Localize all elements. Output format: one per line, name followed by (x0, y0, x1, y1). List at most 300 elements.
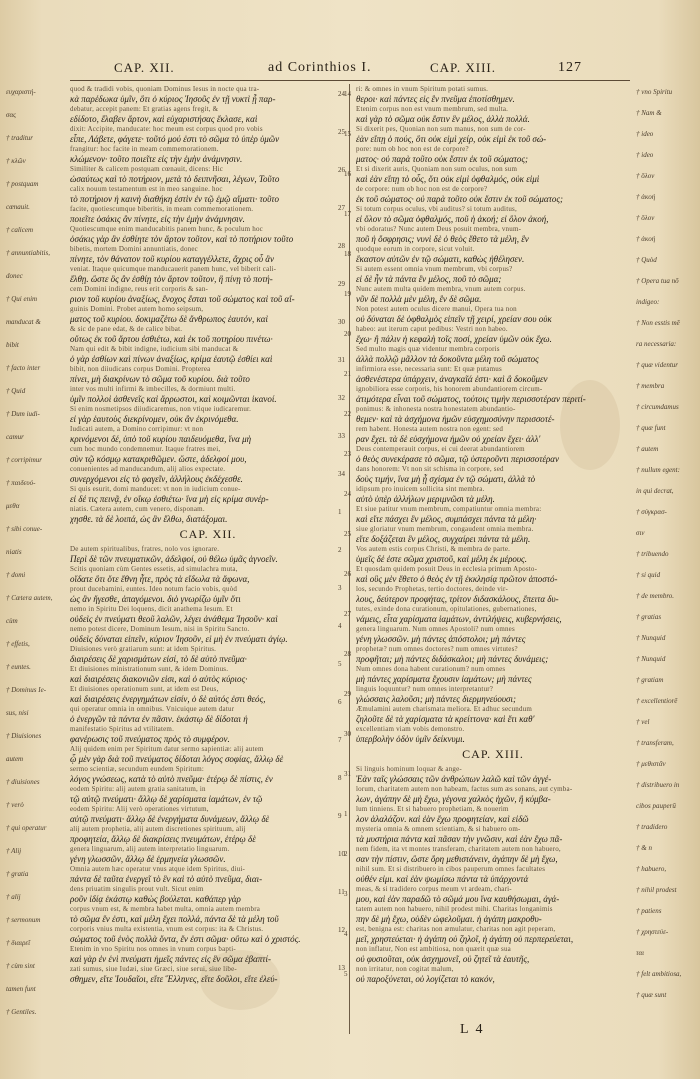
verse-number: 20 (344, 330, 351, 338)
margin-note: † annuntiabitis, (6, 249, 50, 257)
verse-number: 30 (338, 318, 345, 326)
latin-text-line: corporis vnius multa existentia, vnum est corpus: ita & Christus. (70, 925, 264, 933)
latin-text-line: sermo scientiæ, secundum eundem Spiritum: (70, 765, 204, 773)
greek-text-line: καὶ γὰρ τὸ σῶμα οὐκ ἔστιν ἓν μέλος, ἀλλὰ πολλά. (356, 114, 530, 124)
latin-text-line: Æmulamini autem charismata meliora. Et adhuc secundum (356, 705, 533, 713)
latin-text-line: infirmiora esse, necessaria sunt: Et quæ putamus (356, 365, 502, 373)
latin-text-line: tatem autem non habuero, nihil prodest mihi. Charitas longanimis (356, 905, 553, 913)
verse-number: 1 (338, 508, 342, 516)
verse-number: 18 (344, 250, 351, 258)
greek-text-line: ροῦν ἰδίᾳ ἑκάστῳ καθὼς βούλεται. καθάπερ γὰρ (70, 894, 241, 904)
margin-note: † de membro. (636, 592, 675, 600)
greek-text-line: ὑμῖν πολλοὶ ἀσθενεῖς καὶ ἄρρωστοι, καὶ κοιμῶνται ἱκανοί. (70, 394, 277, 404)
verse-number: 26 (344, 570, 351, 578)
latin-text-line: Si totum corpus oculus, vbi auditus? si totum auditus, (356, 205, 517, 213)
greek-text-line: εἰ ὅλον τὸ σῶμα ὀφθαλμός, ποῦ ἡ ἀκοή; εἰ ὅλον ἀκοή, (356, 214, 549, 224)
verse-number: 22 (344, 410, 351, 418)
latin-text-line: non irritatur, non cogitat malum, (356, 965, 454, 973)
latin-text-line: prophetæ? num omnes doctores? num omnes virtutes? (356, 645, 518, 653)
margin-note: † postquam (6, 180, 39, 188)
latin-text-line: qui operatur omnia in omnibus. Vnicuique autem datur (70, 705, 235, 713)
margin-note: † gratiam (636, 676, 664, 684)
margin-note: † Nam & (636, 109, 662, 117)
margin-note: † sermonum (6, 916, 41, 924)
signature-mark: L 4 (460, 1022, 485, 1037)
margin-note: † ἀκοή (636, 235, 656, 243)
verse-number: 32 (338, 394, 345, 402)
margin-note: † ὅλον (636, 214, 655, 222)
margin-note: † traditur (6, 134, 34, 142)
margin-note: cùm (6, 617, 18, 625)
margin-note: † calicem (6, 226, 34, 234)
greek-text-line: εἰ γὰρ ἑαυτοὺς διεκρίνομεν, οὐκ ἂν ἐκρινόμεθα. (70, 414, 239, 424)
verse-number: 12 (338, 926, 345, 934)
greek-text-line: ᾧ μὲν γὰρ διὰ τοῦ πνεύματος δίδοται λόγος σοφίας, ἄλλῳ δὲ (70, 754, 284, 764)
margin-note: ται (636, 949, 645, 957)
verse-number: 5 (338, 660, 342, 668)
latin-text-line: inter vos multi infirmi & imbecilles, & dormiunt multi. (70, 385, 236, 393)
margin-note: † vel (636, 718, 650, 726)
latin-text-line: Si linguis hominum loquar & ange- (356, 765, 462, 773)
latin-text-line: zati sumus, siue Iudæi, siue Græci, siue serui, siue libe- (70, 965, 237, 973)
verse-number: 3 (338, 584, 342, 592)
latin-text-line: debatur, accepit panem: Et gratias agens fregit, & (70, 105, 219, 113)
verse-number: 27 (344, 610, 351, 618)
verse-number: 28 (344, 650, 351, 658)
greek-text-line: μὴ πάντες χαρίσματα ἔχουσιν ἰαμάτων; μὴ πάντες (356, 674, 532, 684)
margin-note: † excellentiorē (636, 697, 678, 705)
latin-text-line: Deus contemperauit corpus, ei cui deerat abundantiorem (356, 445, 525, 453)
margin-note: † vno Spiritu (636, 88, 673, 96)
greek-text-line: λους, δεύτερον προφήτας, τρίτον διδασκάλους, ἔπειτα δυ- (356, 594, 559, 604)
greek-text-line: οὐθέν εἰμι. καὶ ἐὰν ψωμίσω πάντα τὰ ὑπάρχοντά (356, 874, 529, 884)
verse-number: 8 (338, 774, 342, 782)
verse-number: 27 (338, 204, 345, 212)
margin-note: † sibi conue- (6, 525, 43, 533)
latin-text-line: Omnia autem hæc operatur vnus atque idem Spiritus, diui- (70, 865, 246, 873)
greek-text-line: μου, καὶ ἐὰν παραδῶ τὸ σῶμά μου ἵνα καυθήσωμαι, ἀγά- (356, 894, 560, 904)
latin-text-line: Iudicati autem, a Domino corripimur: vt non (70, 425, 204, 433)
margin-note: manducat & (6, 318, 41, 326)
header-rule (70, 80, 630, 81)
latin-text-line: niatis. Cætera autem, cum venero, disponam. (70, 505, 205, 513)
greek-text-line: ἀσθενέστερα ὑπάρχειν, ἀναγκαῖά ἐστι· καὶ ἃ δοκοῦμεν (356, 374, 548, 384)
right-text-column (356, 84, 630, 1042)
verse-number: 4 (338, 622, 342, 630)
left-margin-notes (6, 84, 68, 1042)
greek-text-line: ἀτιμότερα εἶναι τοῦ σώματος, τούτοις τιμὴν περισσοτέραν περιτί- (356, 394, 586, 404)
greek-text-line: φανέρωσις τοῦ πνεύματος πρὸς τὸ συμφέρον. (70, 734, 230, 744)
greek-text-line: ὡσαύτως καὶ τὸ ποτήριον, μετὰ τὸ δειπνῆσαι, λέγων, Τοῦτο (70, 174, 280, 184)
latin-text-line: ignobiliora esse corporis, his honorem abundantiorem circum- (356, 385, 543, 393)
greek-text-line: γένη γλωσσῶν. μὴ πάντες ἀπόστολοι; μὴ πάντες (356, 634, 526, 644)
margin-note: † tribuendo (636, 550, 669, 558)
verse-number: 25 (344, 530, 351, 538)
greek-text-line: ραν ἔχει. τὰ δὲ εὐσχήμονα ἡμῶν οὐ χρείαν ἔχει· ἀλλ' (356, 434, 541, 444)
latin-text-line: alij autem prophetia, alij autem discretiones spirituum, alij (70, 825, 246, 833)
latin-text-line: manifestatio Spiritus ad vtilitatem. (70, 725, 175, 733)
latin-text-line: eodem Spiritu: Alij verò operationes virtutum, (70, 805, 209, 813)
latin-text-line: Alij quidem enim per Spiritum datur sermo sapientiæ: alij autem (70, 745, 264, 753)
margin-note: μεθα (6, 502, 20, 510)
greek-text-line: ὁ θεὸς συνεκέρασε τὸ σῶμα, τῷ ὑστεροῦντι περισσοτέραν (356, 454, 560, 464)
greek-text-line: ματος τοῦ κυρίου. δοκιμαζέτω δὲ ἄνθρωπος ἑαυτόν, καὶ (70, 314, 268, 324)
running-header (70, 60, 630, 82)
margin-note: † quæ sunt (636, 991, 667, 999)
greek-text-line: ἐὰν εἴπῃ ὁ πούς, ὅτι οὐκ εἰμὶ χείρ, οὐκ εἰμὶ ἐκ τοῦ σώ- (356, 134, 547, 144)
page-number: 127 (558, 60, 582, 75)
greek-text-line: ὁ γὰρ ἐσθίων καὶ πίνων ἀναξίως, κρίμα ἑαυτῷ ἐσθίει καὶ (70, 354, 273, 364)
greek-text-line: πάντα δὲ ταῦτα ἐνεργεῖ τὸ ἓν καὶ τὸ αὐτὸ πνεῦμα, διαι- (70, 874, 263, 884)
margin-note: † σύγκρασ- (636, 508, 667, 516)
latin-text-line: est, benigna est: charitas non æmulatur, charitas non agit peperam, (356, 925, 556, 933)
greek-text-line: ματος· οὐ παρὰ τοῦτο οὐκ ἔστιν ἐκ τοῦ σώματος; (356, 154, 529, 164)
latin-text-line: non inflatur, Non est ambitiosa, non quærit quæ sua (356, 945, 511, 953)
latin-text-line: tutes, exinde dona curationum, opitulationes, gubernationes, (356, 605, 537, 613)
margin-note: bibit (6, 341, 19, 349)
margin-note: † μεθιστᾶν (636, 760, 666, 768)
greek-text-line: ἔλθῃ. ὥστε ὃς ἂν ἐσθίῃ τὸν ἄρτον τοῦτον, ἢ πίνῃ τὸ ποτή- (70, 274, 273, 284)
margin-note: † nihil prodest (636, 886, 677, 894)
greek-text-line: Περὶ δὲ τῶν πνευματικῶν, ἀδελφοί, οὐ θέλω ὑμᾶς ἀγνοεῖν. (70, 554, 278, 564)
margin-note: indigeo: (636, 298, 660, 306)
greek-text-line: διαιρέσεις δὲ χαρισμάτων εἰσί, τὸ δὲ αὐτὸ πνεῦμα· (70, 654, 247, 664)
margin-note: † Qui enim (6, 295, 38, 303)
greek-text-line: ἐκ τοῦ σώματος· οὐ παρὰ τοῦτο οὐκ ἔστιν ἐκ τοῦ σώματος; (356, 194, 563, 204)
latin-text-line: habeo: aut iterum caput pedibus: Vestri non habeo. (356, 325, 508, 333)
verse-number: 9 (338, 812, 342, 820)
latin-text-line: pore: num ob hoc non est de corpore? (356, 145, 469, 153)
latin-text-line: Si enim nosmetipsos diiudicaremus, non vtique iudicaremur. (70, 405, 252, 413)
greek-text-line: κρινόμενοι δέ, ὑπὸ τοῦ κυρίου παιδευόμεθα, ἵνα μὴ (70, 434, 252, 444)
latin-text-line: excellentiam viam vobis demonstro. (356, 725, 465, 733)
greek-text-line: καὶ διαιρέσεις διακονιῶν εἰσι, καὶ ὁ αὐτὸς κύριος· (70, 674, 248, 684)
greek-text-line: οὐδεὶς δύναται εἰπεῖν, κύριον Ἰησοῦν, εἰ μὴ ἐν πνεύματι ἁγίῳ. (70, 634, 288, 644)
margin-note: † gratias (636, 613, 662, 621)
margin-note: autem (6, 755, 24, 763)
margin-note: † facto inter (6, 364, 41, 372)
margin-note: σιν (636, 529, 645, 537)
latin-text-line: rem habent. Honesta autem nostra non egent: sed (356, 425, 504, 433)
greek-text-line: λόγος γνώσεως, κατὰ τὸ αὐτὸ πνεῦμα· ἑτέρῳ δὲ πίστις, ἐν (70, 774, 273, 784)
greek-text-line: γένη γλωσσῶν, ἄλλῳ δὲ ἑρμηνεία γλωσσῶν. (70, 854, 226, 864)
margin-note: † gratia (6, 870, 29, 878)
greek-text-line: προφητεία, ἄλλῳ δὲ διακρίσεις πνευμάτων, ἑτέρῳ δὲ (70, 834, 256, 844)
greek-text-line: σαν τὴν πίστιν, ὥστε ὄρη μεθιστάνειν, ἀγάπην δὲ μὴ ἔχω, (356, 854, 558, 864)
verse-number: 31 (344, 770, 351, 778)
latin-text-line: idipsum pro inuicem sollicita sint membra. (356, 485, 485, 493)
margin-note: † Cætera autem, (6, 594, 53, 602)
latin-text-line: Et siue patitur vnum membrum, compatiuntur omnia membra: (356, 505, 542, 513)
latin-text-line: cum hoc mundo condemnemur. Itaque fratres mei, (70, 445, 221, 453)
greek-text-line: γλώσσαις λαλοῦσι; μὴ πάντες διερμηνεύουσι; (356, 694, 516, 704)
margin-note: ευχαριστή- (6, 88, 36, 96)
greek-text-line: ριον τοῦ κυρίου ἀναξίως, ἔνοχος ἔσται τοῦ σώματος καὶ τοῦ αἵ- (70, 294, 295, 304)
greek-text-line: πίνητε, τὸν θάνατον τοῦ κυρίου καταγγέλλετε, ἄχρις οὗ ἂν (70, 254, 275, 264)
margin-note: † tradidero (636, 823, 668, 831)
margin-note: † Dum iudi- (6, 410, 40, 418)
margin-note: † quæ videntur (636, 361, 678, 369)
latin-text-line: frangitur: hoc facite in meam commemorationem. (70, 145, 219, 153)
right-margin-notes (636, 84, 698, 1042)
verse-number: 24 (344, 490, 351, 498)
latin-text-line: quod & tradidi vobis, quoniam Dominus Iesus in nocte qua tra- (70, 85, 260, 93)
verse-number: 17 (344, 210, 351, 218)
margin-note: † habuero, (636, 865, 667, 873)
header-left-chapter: CAP. XII. (114, 60, 175, 75)
greek-text-line: κλώμενον· τοῦτο ποιεῖτε εἰς τὴν ἐμὴν ἀνάμνησιν. (70, 154, 243, 164)
latin-text-line: linguis loquuntur? num omnes interpretantur? (356, 685, 494, 693)
margin-note: tamen funt (6, 985, 36, 993)
margin-note: donec (6, 272, 23, 280)
latin-text-line: los, secundo Prophetas, tertio doctores, deinde vir- (356, 585, 508, 593)
margin-note: † ideo (636, 130, 654, 138)
margin-note: † Nunquid (636, 634, 666, 642)
greek-text-line: ποιεῖτε ὁσάκις ἂν πίνητε, εἰς τὴν ἐμὴν ἀνάμνησιν. (70, 214, 245, 224)
margin-note: † transferam, (636, 739, 674, 747)
verse-number: 21 (344, 370, 351, 378)
verse-number: 26 (338, 166, 345, 174)
margin-note: † domi (6, 571, 26, 579)
verse-number: 16 (344, 170, 351, 178)
left-text-column (70, 84, 346, 1042)
latin-text-line: vbi odoratus? Nunc autem Deus posuit membra, vnum- (356, 225, 522, 233)
greek-text-line: νάμεις, εἶτα χαρίσματα ἰαμάτων, ἀντιλήψεις, κυβερνήσεις, (356, 614, 562, 624)
margin-note: † membra (636, 382, 665, 390)
latin-text-line: bibit, non diiudicans corpus Domini. Propterea (70, 365, 211, 373)
margin-note: camur (6, 433, 24, 441)
latin-text-line: Et si dixerit auris, Quoniam non sum oculus, non sum (356, 165, 518, 173)
margin-note: niatis (6, 548, 22, 556)
greek-text-line: Ἐὰν ταῖς γλώσσαις τῶν ἀνθρώπων λαλῶ καὶ τῶν ἀγγέ- (356, 774, 552, 784)
chapter-heading-xiii: CAP. XIII. (462, 747, 524, 761)
greek-text-line: οὐ δύναται δὲ ὀφθαλμὸς εἰπεῖν τῇ χειρί, χρείαν σου οὐκ (356, 314, 552, 324)
margin-note: † si quid (636, 571, 661, 579)
margin-note: † Alij (6, 847, 22, 855)
margin-note: † Non esstis mē (636, 319, 680, 327)
latin-text-line: Num omnes dona habent curationum? num omnes (356, 665, 506, 673)
greek-text-line: ὡς ἂν ἤγεσθε, ἀπαγόμενοι. διὸ γνωρίζω ὑμῖν ὅτι (70, 594, 241, 604)
greek-text-line: δοὺς τιμήν, ἵνα μὴ ᾖ σχίσμα ἐν τῷ σώματι, ἀλλὰ τὸ (356, 474, 536, 484)
latin-text-line: quodque eorum in corpore, sicut voluit. (356, 245, 475, 253)
margin-note: † qui operatur (6, 824, 47, 832)
latin-text-line: & sic de pane edat, & de calice bibat. (70, 325, 183, 333)
greek-text-line: οὐ παροξύνεται, οὐ λογίζεται τὸ κακόν, (356, 974, 495, 984)
verse-number: 34 (338, 470, 345, 478)
latin-text-line: Et quosdam quidem posuit Deus in ecclesia primum Aposto- (356, 565, 538, 573)
verse-number: 7 (338, 736, 342, 744)
latin-text-line: Nam qui edit & bibit indigne, iudicium sibi manducat & (70, 345, 239, 353)
latin-text-line: genera linguarum. Num omnes Apostoli? num omnes (356, 625, 515, 633)
greek-text-line: καὶ διαιρέσεις ἐνεργημάτων εἰσίν, ὁ δὲ αὐτός ἐστι θεός, (70, 694, 266, 704)
margin-note: † felt ambitiosa, (636, 970, 682, 978)
margin-note: cibos pauperū (636, 802, 676, 810)
greek-text-line: μεῖ, χρηστεύεται· ἡ ἀγάπη οὐ ζηλοῖ, ἡ ἀγάπη οὐ περπερεύεται, (356, 934, 574, 944)
greek-text-line: καὶ ἐὰν εἴπῃ τὸ οὖς, ὅτι οὐκ εἰμὶ ὀφθαλμός, οὐκ εἰμὶ (356, 174, 540, 184)
margin-note: ra necessaria: (636, 340, 677, 348)
latin-text-line: Scitis quoniam cùm Gentes essetis, ad simulachra muta, (70, 565, 238, 573)
greek-text-line: ὁ ἐνεργῶν τὰ πάντα ἐν πᾶσιν. ἑκάστῳ δὲ δίδοται ἡ (70, 714, 248, 724)
margin-note: † Quòd (636, 256, 657, 264)
greek-text-line: ζηλοῦτε δὲ τὰ χαρίσματα τὰ κρείττονα· καὶ ἔτι καθ' (356, 714, 535, 724)
greek-text-line: εἰ δέ τις πεινᾷ, ἐν οἴκῳ ἐσθιέτω· ἵνα μὴ εἰς κρίμα συνέρ- (70, 494, 269, 504)
margin-note: † autem (636, 445, 659, 453)
greek-text-line: τὸ ποτήριον ἡ καινὴ διαθήκη ἐστὶν ἐν τῷ ἐμῷ αἵματι· τοῦτο (70, 194, 280, 204)
verse-number: 1 (344, 810, 348, 818)
greek-text-line: εἴτε δοξάζεται ἓν μέλος, συγχαίρει πάντα τὰ μέλη. (356, 534, 531, 544)
greek-text-line: οὕτως ἐκ τοῦ ἄρτου ἐσθιέτω, καὶ ἐκ τοῦ ποτηρίου πινέτω· (70, 334, 273, 344)
greek-text-line: ὑμεῖς δέ ἐστε σῶμα χριστοῦ, καὶ μέλη ἐκ μέρους. (356, 554, 527, 564)
greek-text-line: εἰ δὲ ἦν τὰ πάντα ἓν μέλος, ποῦ τὸ σῶμα; (356, 274, 502, 284)
margin-note: † Gentiles. (6, 1008, 37, 1016)
latin-text-line: Si dixerit pes, Quonian non sum manus, non sum de cor- (356, 125, 526, 133)
latin-text-line: prout ducebamini, euntes. Ideo notum facio vobis, quòd (70, 585, 238, 593)
greek-text-line: ἔχω· ἢ πάλιν ἡ κεφαλὴ τοῖς ποσί, χρείαν ὑμῶν οὐκ ἔχω. (356, 334, 552, 344)
margin-note: † Diuisiones (6, 732, 42, 740)
greek-text-line: προφῆται; μὴ πάντες διδάσκαλοι; μὴ πάντες δυνάμεις; (356, 654, 549, 664)
verse-number: 4 (344, 930, 348, 938)
greek-text-line: τὰ μυστήρια πάντα καὶ πᾶσαν τὴν γνῶσιν, καὶ ἐὰν ἔχω πᾶ- (356, 834, 563, 844)
verse-number: 33 (338, 432, 345, 440)
latin-text-line: Et diuisiones operationum sunt, at idem est Deus, (70, 685, 219, 693)
latin-text-line: nemo in Spiritu Dei loquens, dicit anathema Iesum. Et (70, 605, 233, 613)
latin-text-line: cem Domini indigne, reus erit corporis & san- (70, 285, 209, 293)
latin-text-line: Similiter & calicem postquam cœnauit, dicens: Hic (70, 165, 224, 173)
latin-text-line: Non potest autem oculus dicere manui, Opera tua non (356, 305, 517, 313)
verse-number: 13 (338, 964, 345, 972)
margin-note: † alij (6, 893, 21, 901)
latin-text-line: conuenientes ad manducandum, alij alios expectate. (70, 465, 226, 473)
verse-number: 25 (338, 128, 345, 136)
verse-number: 23 (344, 450, 351, 458)
verse-number: 24 (338, 90, 345, 98)
greek-text-line: αὐτῷ πνεύματι· ἄλλῳ δὲ ἐνεργήματα δυνάμεων, ἄλλῳ δὲ (70, 814, 270, 824)
latin-text-line: calix nouum testamentum est in meo sanguine. hoc (70, 185, 223, 193)
greek-text-line: πην δὲ μὴ ἔχω, οὐδὲν ὠφελοῦμαι. ἡ ἀγάπη μακροθυ- (356, 914, 542, 924)
greek-text-line: συνερχόμενοι εἰς τὸ φαγεῖν, ἀλλήλους ἐκδέχεσθε. (70, 474, 243, 484)
greek-text-line: εἶπε, Λάβετε, φάγετε· τοῦτό μού ἐστι τὸ σῶμα τὸ ὑπὲρ ὑμῶν (70, 134, 280, 144)
latin-text-line: Et diuisiones ministrationum sunt, & idem Dominus. (70, 665, 229, 673)
verse-number: 11 (338, 888, 345, 896)
greek-text-line: ποῦ ἡ ὄσφρησις; νυνὶ δὲ ὁ θεὸς ἔθετο τὰ μέλη, ἓν (356, 234, 529, 244)
margin-note: † & n (636, 844, 652, 852)
margin-note: † χρηστεύε- (636, 928, 669, 936)
margin-note: † verò (6, 801, 24, 809)
greek-text-line: σὺν τῷ κόσμῳ κατακριθῶμεν. ὥστε, ἀδελφοί μου, (70, 454, 247, 464)
latin-text-line: Etenim corpus non est vnum membrum, sed multa. (356, 105, 509, 113)
greek-text-line: σθημεν, εἴτε Ἰουδαῖοι, εἴτε Ἕλληνες, εἴτε δοῦλοι, εἴτε ἐλεύ- (70, 974, 278, 984)
latin-text-line: dens priuatim singulis prout vult. Sicut enim (70, 885, 204, 893)
verse-number: 19 (344, 290, 351, 298)
column-divider (349, 84, 350, 1034)
greek-text-line: λων, ἀγάπην δὲ μὴ ἔχω, γέγονα χαλκὸς ἠχῶν, ἢ κύμβα- (356, 794, 551, 804)
margin-note: † κλῶν (6, 157, 26, 165)
latin-text-line: dans honorem: Vt non sit schisma in corpore, sed (356, 465, 504, 473)
margin-note: † ἀκοή (636, 193, 656, 201)
greek-text-line: τῷ αὐτῷ πνεύματι· ἄλλῳ δὲ χαρίσματα ἰαμάτων, ἐν τῷ (70, 794, 263, 804)
margin-note: σας (6, 111, 16, 119)
latin-text-line: de corpore: num ob hoc non est de corpore? (356, 185, 488, 193)
greek-text-line: ἕκαστον αὐτῶν ἐν τῷ σώματι, καθὼς ἠθέλησεν. (356, 254, 525, 264)
latin-text-line: guinis Domini. Probet autem homo seipsum, (70, 305, 204, 313)
margin-note: † ὅλον (636, 172, 655, 180)
margin-note: † ideo (636, 151, 654, 159)
greek-text-line: θεροι· καὶ πάντες εἰς ἓν πνεῦμα ἐποτίσθημεν. (356, 94, 515, 104)
latin-text-line: eodem Spiritu: alij autem gratia sanitatum, in (70, 785, 206, 793)
greek-text-line: νῦν δὲ πολλὰ μὲν μέλη, ἓν δὲ σῶμα. (356, 294, 482, 304)
margin-note: † Opera tua nō (636, 277, 679, 285)
latin-text-line: Sed multo magis quæ videntur membra corporis (356, 345, 500, 353)
latin-text-line: Si quis esurit, domi manducet: vt non in iudicium conue- (70, 485, 241, 493)
header-title: ad Corinthios I. (268, 60, 372, 75)
latin-text-line: lum tinniens. Et si habuero prophetiam, & nouerim (356, 805, 509, 813)
verse-number: 28 (338, 242, 345, 250)
latin-text-line: lorum, charitatem autem non habeam, factus sum æs sonans, aut cymba- (356, 785, 573, 793)
latin-text-line: Si autem essent omnia vnum membrum, vbi corpus? (356, 265, 513, 273)
margin-note: † diuisiones (6, 778, 40, 786)
greek-text-line: εδίδοτο, ἔλαβεν ἄρτον, καὶ εὐχαριστήσας ἔκλασε, καὶ (70, 114, 258, 124)
margin-note: † corripimur (6, 456, 42, 464)
margin-note: † euntes. (6, 663, 31, 671)
greek-text-line: οὐδεὶς ἐν πνεύματι θεοῦ λαλῶν, λέγει ἀνάθεμα Ἰησοῦν· καὶ (70, 614, 278, 624)
verse-number: 14 (344, 90, 351, 98)
greek-text-line: ἀλλὰ πολλῷ μᾶλλον τὰ δοκοῦντα μέλη τοῦ σώματος (356, 354, 539, 364)
margin-note: † quæ funt (636, 424, 666, 432)
greek-text-line: καὶ οὓς μὲν ἔθετο ὁ θεὸς ἐν τῇ ἐκκλησίᾳ πρῶτον ἀποστό- (356, 574, 558, 584)
greek-text-line: καὶ γὰρ ἐν ἑνὶ πνεύματι ἡμεῖς πάντες εἰς ἓν σῶμα ἐβαπτί- (70, 954, 271, 964)
latin-text-line: nemo potest dicere, Dominum Iesum, nisi in Spiritu Sancto. (70, 625, 250, 633)
margin-note: † circumdamus (636, 403, 679, 411)
verse-number: 6 (338, 698, 342, 706)
margin-note: † Dominus Ie- (6, 686, 47, 694)
verse-number: 29 (344, 690, 351, 698)
margin-note: † παιδευό- (6, 479, 36, 487)
margin-note: † Nunquid (636, 655, 666, 663)
verse-number: 2 (344, 850, 348, 858)
greek-text-line: οἴδατε ὅτι ὅτε ἔθνη ἦτε, πρὸς τὰ εἴδωλα τὰ ἄφωνα, (70, 574, 250, 584)
latin-text-line: De autem spiritualibus, fratres, nolo vos ignorare. (70, 545, 220, 553)
margin-note: cœnauit. (6, 203, 30, 211)
greek-text-line: λον ἀλαλάζον. καὶ ἐὰν ἔχω προφητείαν, καὶ εἰδῶ (356, 814, 529, 824)
greek-text-line: ὑπερβολὴν ὁδὸν ὑμῖν δείκνυμι. (356, 734, 465, 744)
greek-text-line: καὶ εἴτε πάσχει ἓν μέλος, συμπάσχει πάντα τὰ μέλη· (356, 514, 537, 524)
latin-text-line: Vos autem estis corpus Christi, & membra de parte. (356, 545, 511, 553)
latin-text-line: nem fidem, ita vt montes transferam, charitatem autem non habuero, (356, 845, 561, 853)
greek-text-line: ὁσάκις γὰρ ἂν ἐσθίητε τὸν ἄρτον τοῦτον, καὶ τὸ ποτήριον τοῦτο (70, 234, 294, 244)
latin-text-line: mysteria omnia & omnem scientiam, & si habuero om- (356, 825, 521, 833)
margin-note: † distribuero in (636, 781, 680, 789)
latin-text-line: veniat. Itaque quicumque manducauerit panem hunc, vel biberit cali- (70, 265, 277, 273)
greek-text-line: σώματος τοῦ ἑνὸς πολλὰ ὄντα, ἕν ἐστι σῶμα· οὕτω καὶ ὁ χριστός. (70, 934, 301, 944)
greek-text-line: θεμεν· καὶ τὰ ἀσχήμονα ἡμῶν εὐσχημοσύνην περισσοτέ- (356, 414, 555, 424)
margin-note: † nullum egent: (636, 466, 680, 474)
greek-text-line: τὸ σῶμα ἕν ἐστι, καὶ μέλη ἔχει πολλά, πάντα δὲ τὰ μέλη τοῦ (70, 914, 279, 924)
latin-text-line: Diuisiones verò gratiarum sunt: at idem Spiritus. (70, 645, 217, 653)
margin-note: † διαιρεῖ (6, 939, 31, 947)
latin-text-line: genera linguarum, alij autem interpretatio linguarum. (70, 845, 230, 853)
latin-text-line: corpus vnum est, & membra habet multa, omnia autem membra (70, 905, 261, 913)
greek-text-line: αὐτὸ ὑπὲρ ἀλλήλων μεριμνῶσι τὰ μέλη. (356, 494, 495, 504)
margin-note: † cùm sint (6, 962, 35, 970)
latin-text-line: facite, quotiescumque biberitis, in meam commemorationem. (70, 205, 254, 213)
margin-note: † patiens (636, 907, 662, 915)
latin-text-line: Nunc autem multa quidem membra, vnum autem corpus. (356, 285, 526, 293)
margin-note: in qui decrat, (636, 487, 674, 495)
verse-number: 2 (338, 546, 342, 554)
greek-text-line: πίνει, μὴ διακρίνων τὸ σῶμα τοῦ κυρίου. διὰ τοῦτο (70, 374, 250, 384)
latin-text-line: Etenim in vno Spiritu nos omnes in vnum corpus bapti- (70, 945, 236, 953)
latin-text-line: nihil sum. Et si distribuero in cibos pauperum omnes facultates (356, 865, 546, 873)
